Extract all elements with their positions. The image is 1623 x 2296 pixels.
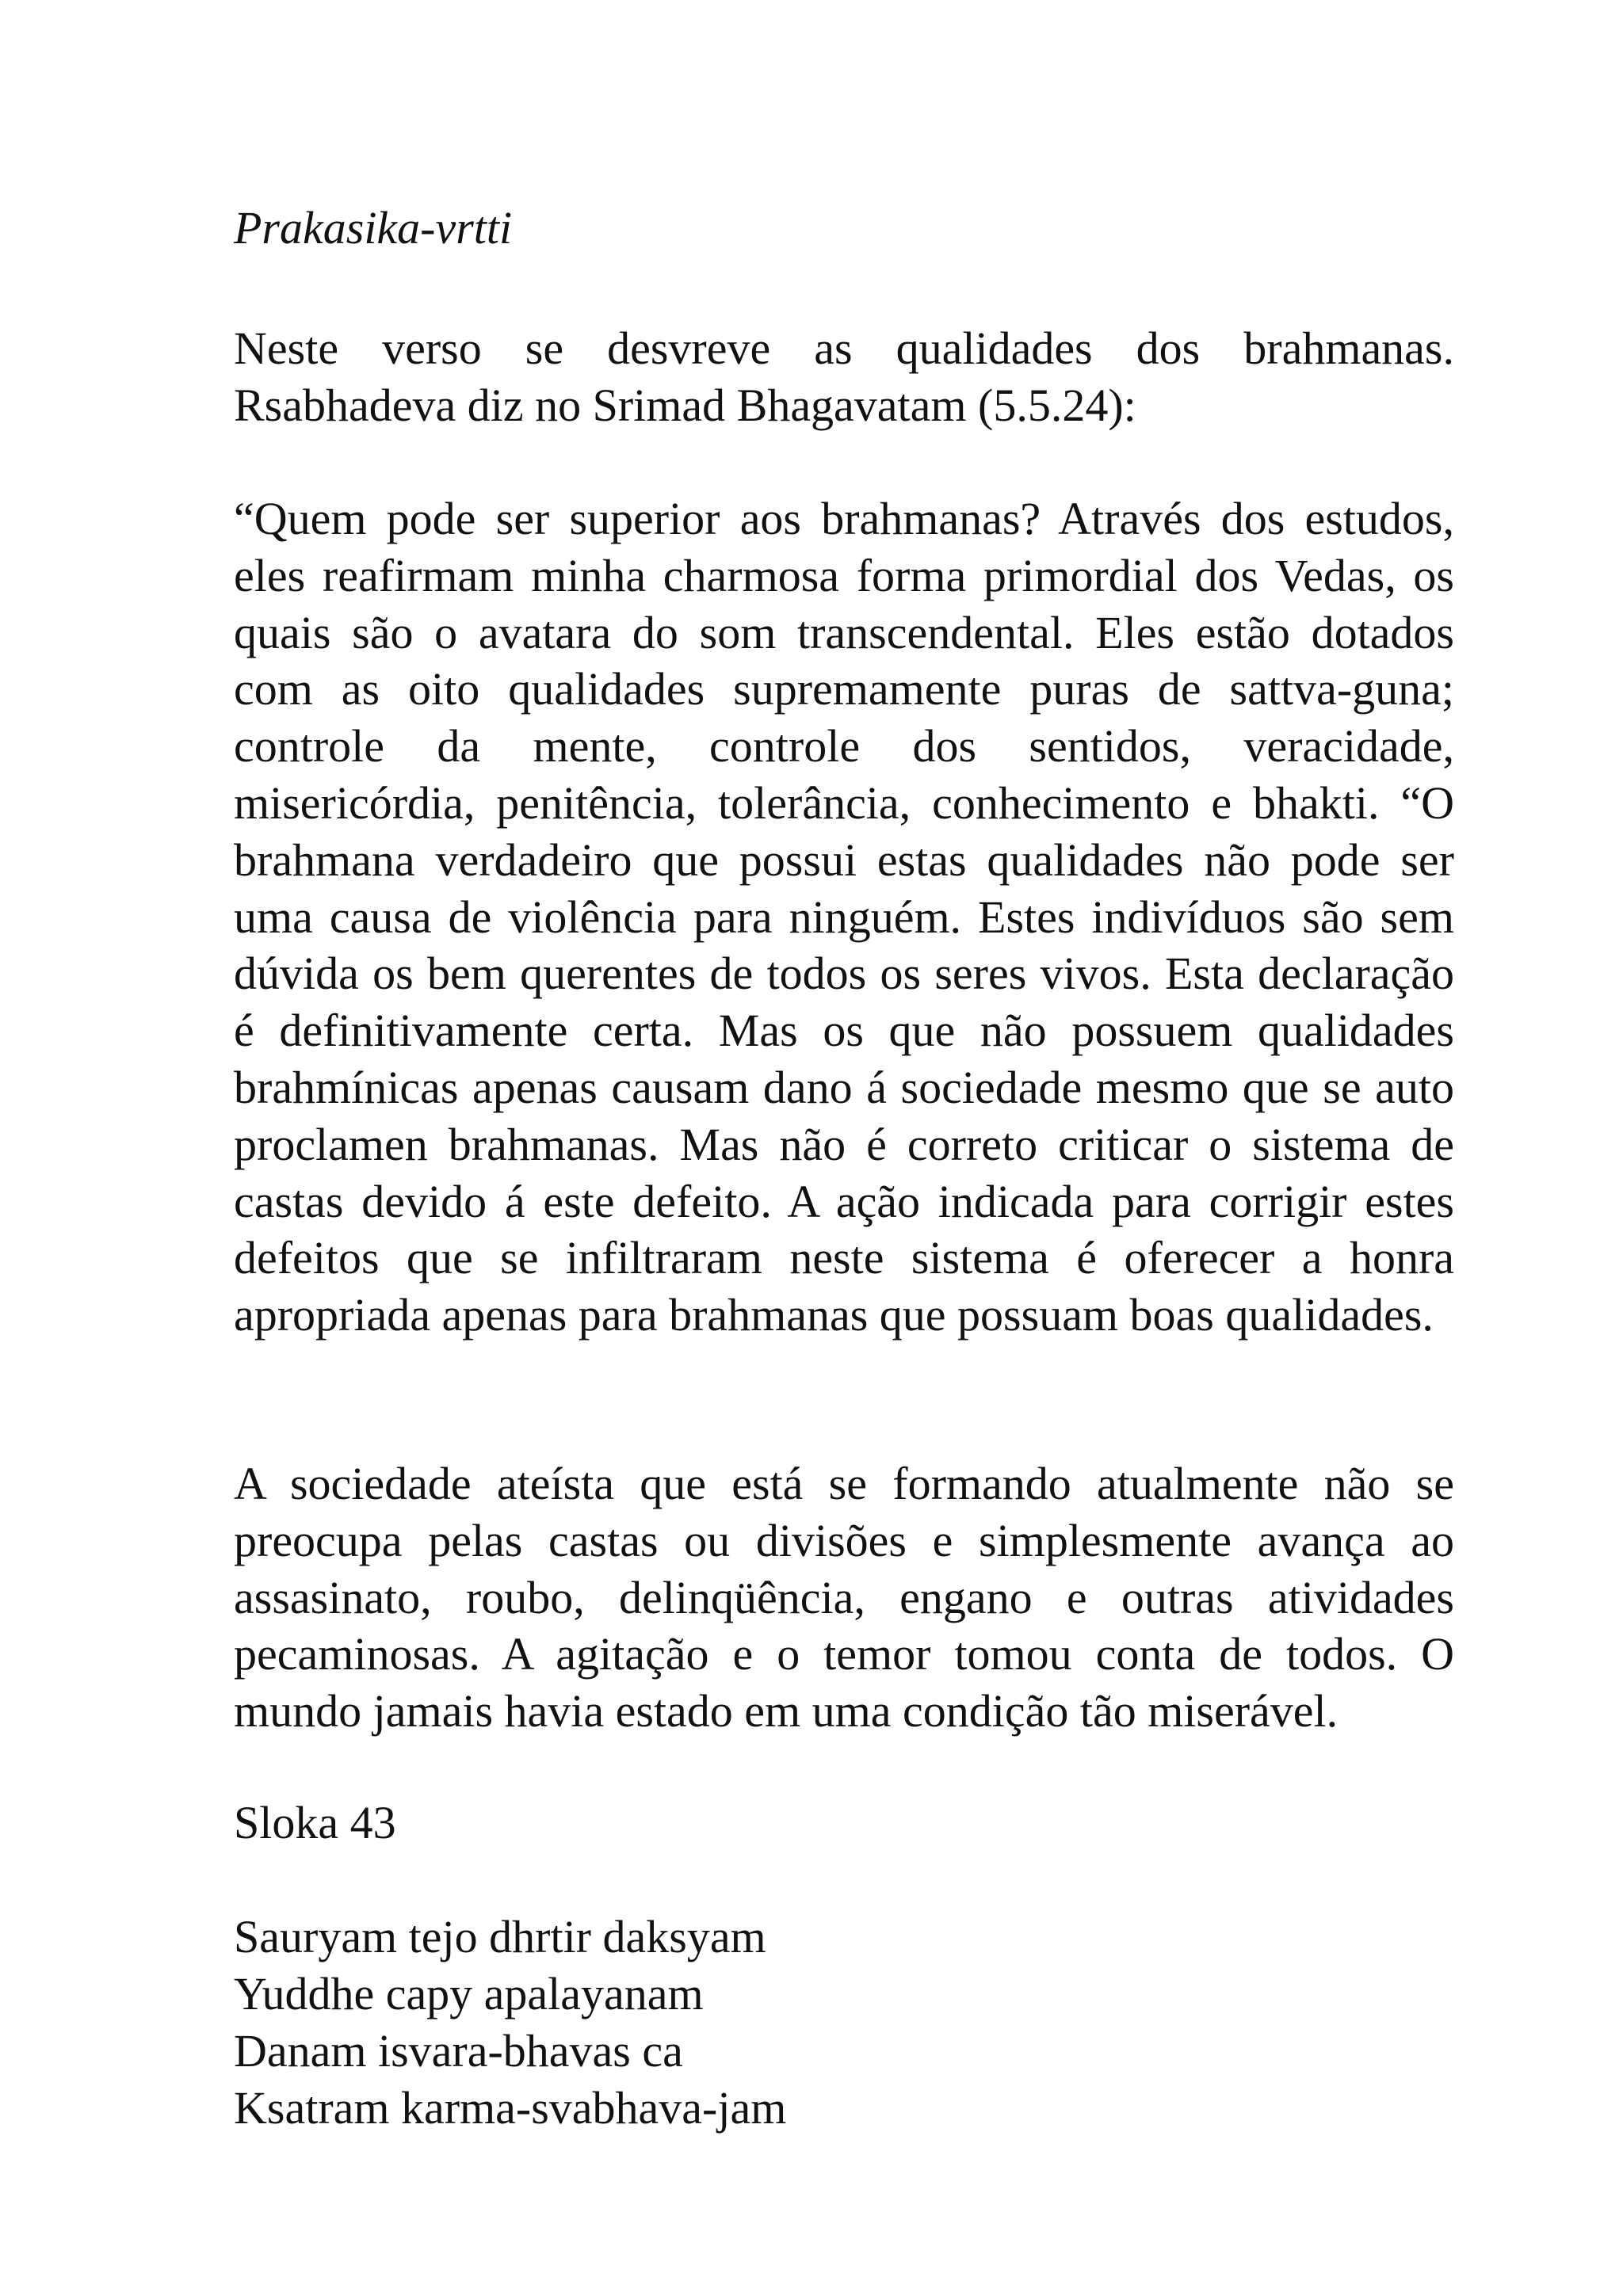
sloka-title: Sloka 43 xyxy=(234,1797,396,1848)
body-paragraph: A sociedade ateísta que está se formando atualmente não se preocupa pelas castas ou divisões e simplesmente avança ao assasinato, roubo, delinqüência, engano e outras atividades pecaminosas. A agitação e o temor tomou conta de todos. O mundo jamais havia estado em uma condição tão miserável. xyxy=(234,1458,1454,1737)
verse-line: Ksatram karma-svabhava-jam xyxy=(234,2082,787,2134)
section-heading: Prakasika-vrtti xyxy=(234,202,513,254)
verse-line: Yuddhe capy apalayanam xyxy=(234,1968,704,2019)
verse-line: Sauryam tejo dhrtir daksyam xyxy=(234,1911,766,1962)
sloka-verse xyxy=(234,1909,786,2137)
intro-paragraph: Neste verso se desvreve as qualidades dos brahmanas. Rsabhadeva diz no Srimad Bhagavatam (5.5.24): xyxy=(234,322,1454,431)
verse-line: Danam isvara-bhavas ca xyxy=(234,2025,683,2077)
quote-paragraph: “Quem pode ser superior aos brahmanas? Através dos estudos, eles reafirmam minha charmosa forma primordial dos Vedas, os quais são o avatara do som transcendental. Eles estão dotados com as oito qualidades supremamente puras de sattva-guna; controle da mente, controle dos sentidos, veracidade, misericórdia, penitência, tolerância, conhecimento e bhakti. “O brahmana verdadeiro que possui estas qualidades não pode ser uma causa de violência para ninguém. Estes indivíduos são sem dúvida os bem querentes de todos os seres vivos. Esta declaração é definitivamente certa. Mas os que não possuem qualidades brahmínicas apenas causam dano á sociedade mesmo que se auto proclamen brahmanas. Mas não é correto criticar o sistema de castas devido á este defeito. A ação indicada para corrigir estes defeitos que se infiltraram neste sistema é oferecer a honra apropriada apenas para brahmanas que possuam boas qualidades. xyxy=(234,493,1454,1341)
